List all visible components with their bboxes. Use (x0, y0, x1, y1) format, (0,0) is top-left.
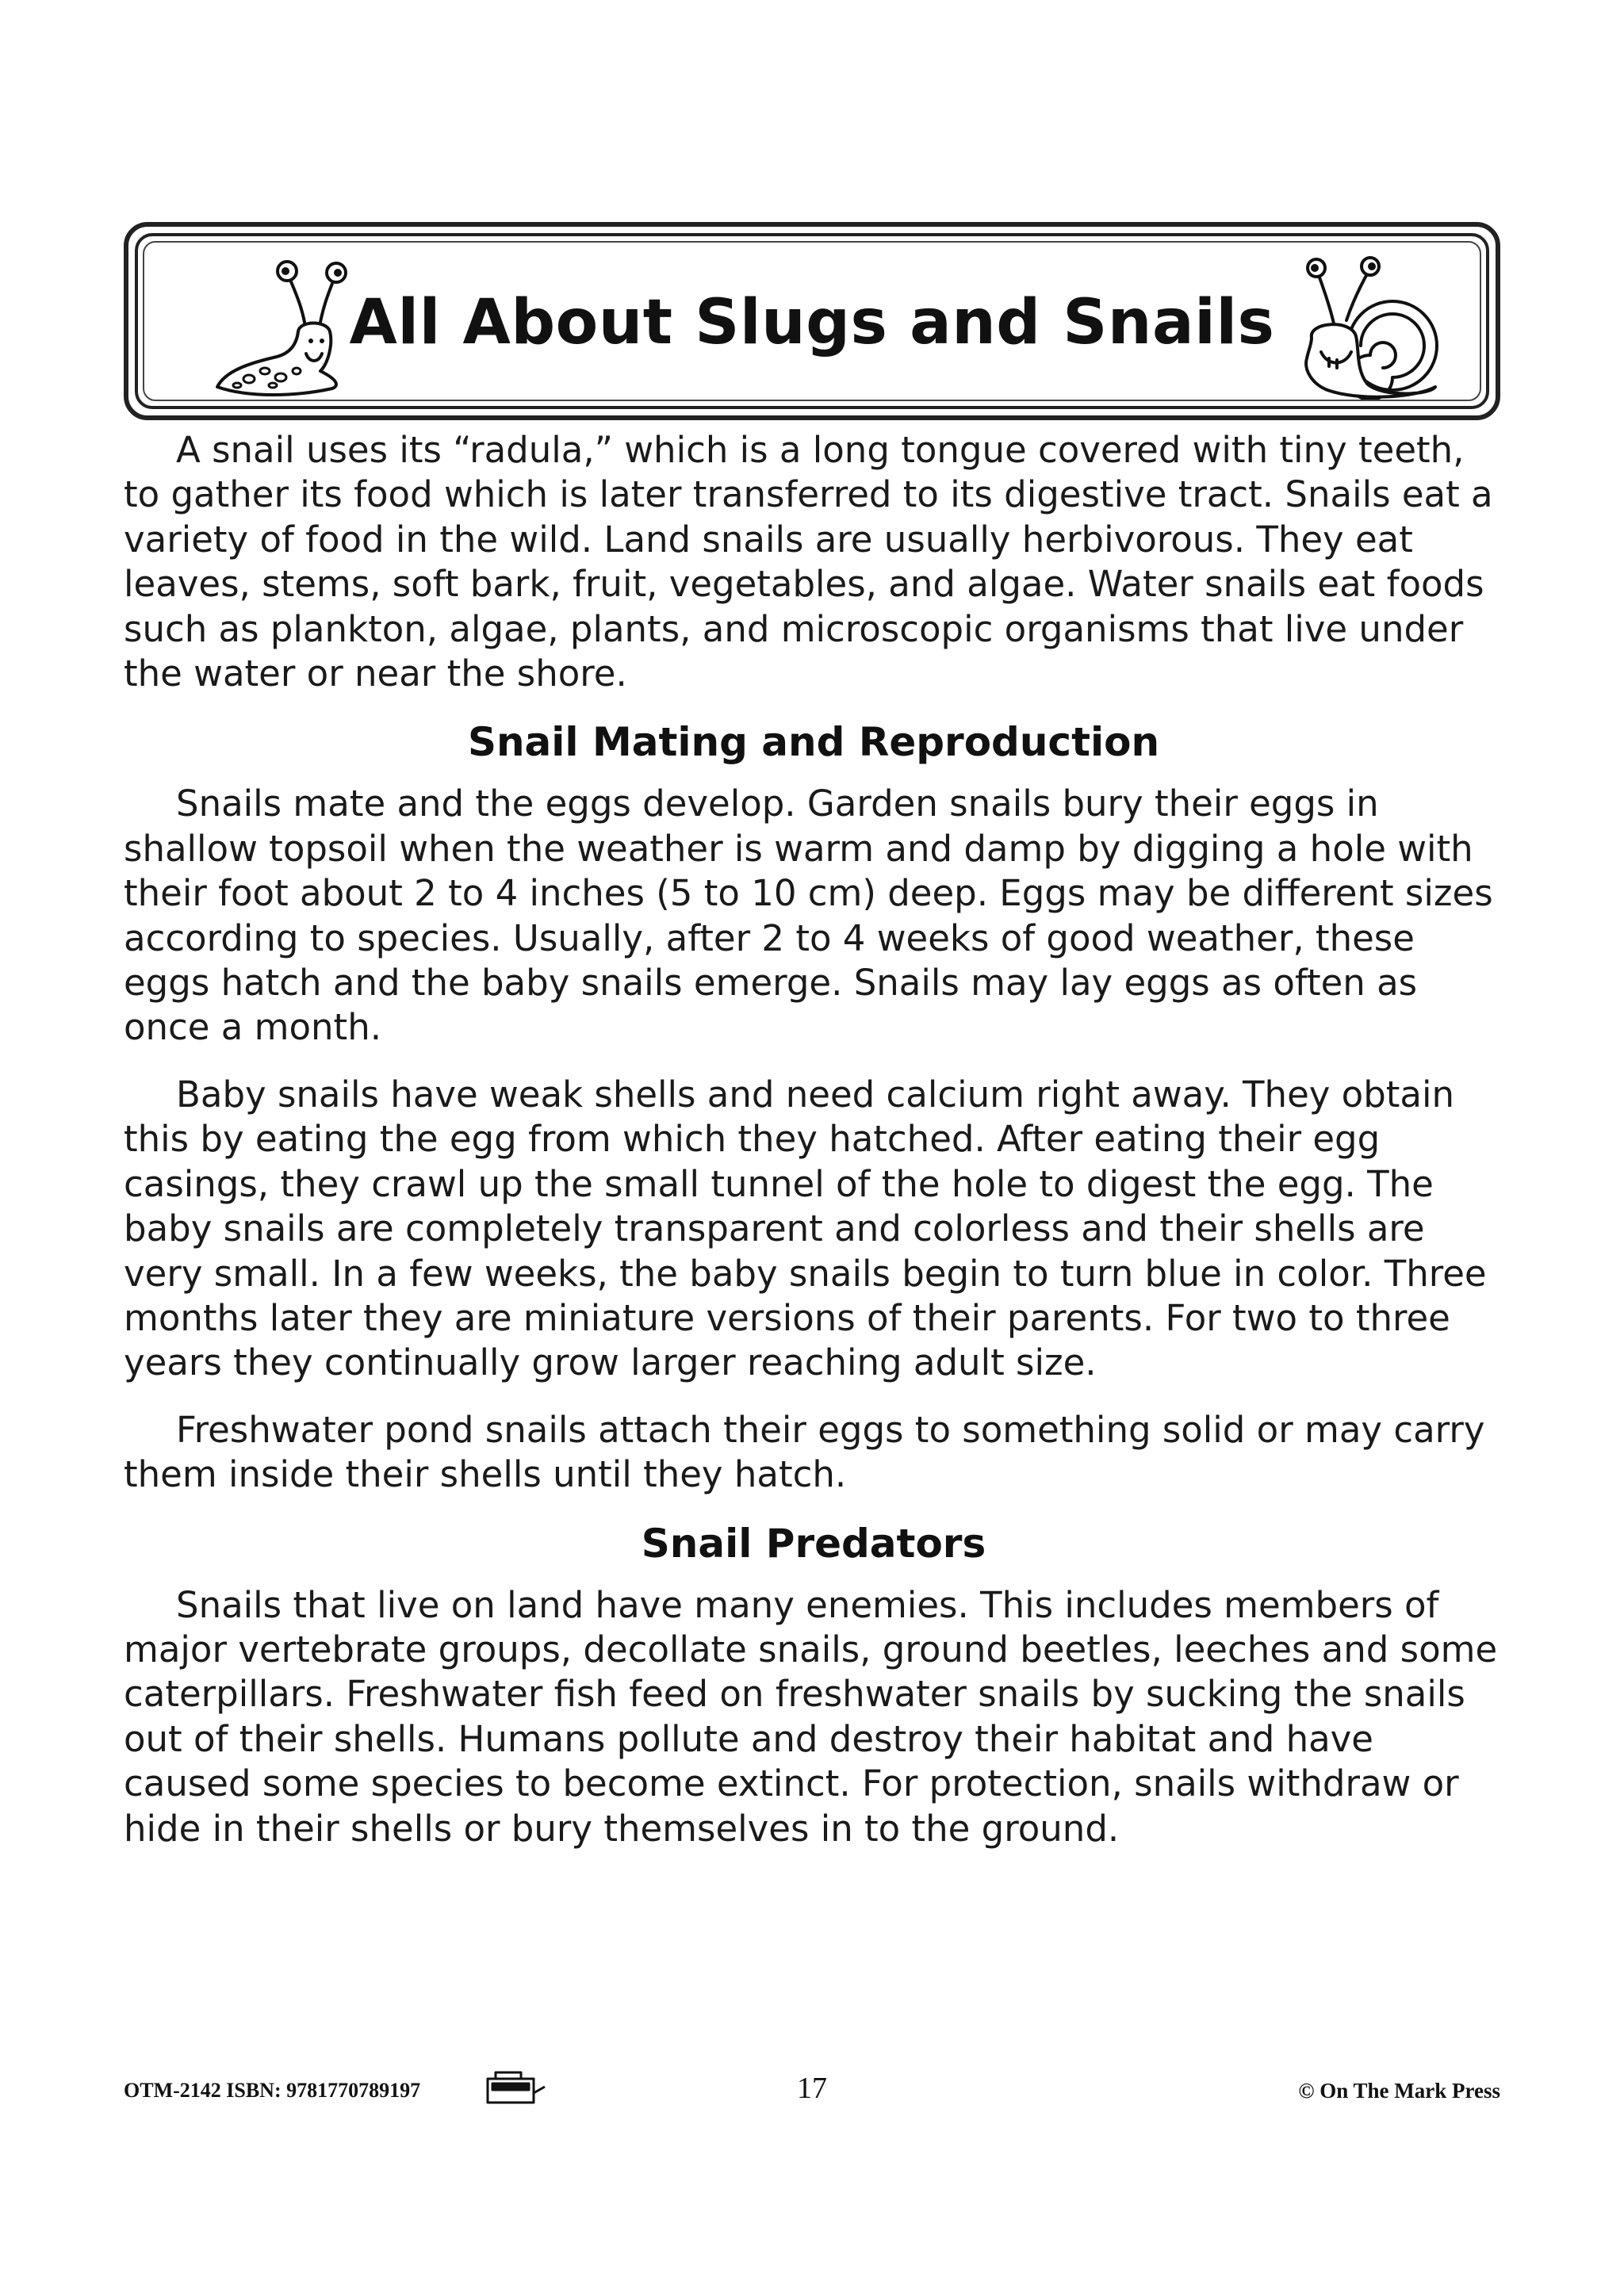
title-banner (124, 222, 1500, 420)
section-heading-predators: Snail Predators (641, 1520, 986, 1567)
section-heading-mating: Snail Mating and Reproduction (467, 719, 1160, 766)
publisher-copyright: © On The Mark Press (1298, 2079, 1500, 2103)
slug-icon (201, 252, 376, 411)
page-title: All About Slugs and Snails (349, 287, 1275, 358)
article-body (124, 428, 1503, 1873)
mating-paragraph-3: Freshwater pond snails attach their eggs to something solid or may carry them inside their shells until they hatch. (124, 1408, 1485, 1496)
page-number: 17 (797, 2072, 827, 2105)
page-footer (124, 2069, 1500, 2117)
mating-paragraph-1: Snails mate and the eggs develop. Garden snails bury their eggs in shallow topsoil when the weather is warm and damp by digging a hole with their foot about 2 to 4 inches (5 to 10 cm) deep. Eggs may be different sizes according to species. Usually, after 2 to 4 weeks of good weather, these eggs hatch and the baby snails emerge. Snails may lay eggs as often as once a month. (124, 783, 1493, 1049)
title-banner-inner (135, 233, 1489, 409)
product-code-isbn: OTM-2142 ISBN: 9781770789197 (124, 2079, 421, 2102)
mating-paragraph-2: Baby snails have weak shells and need calcium right away. They obtain this by eating the egg from which they hatched. After eating their egg casings, they crawl up the small tunnel of the hole to digest the egg. The baby snails are completely transparent and colorless and their shells are very small. In a few weeks, the baby snails begin to turn blue in color. Three months later they are miniature versions of their parents. For two to three years they continually grow larger reaching adult size. (124, 1073, 1487, 1384)
predators-paragraph-1: Snails that live on land have many enemies. This includes members of major vertebrate groups, decollate snails, ground beetles, leeches and some caterpillars. Freshwater fish feed on freshwater snails by sucking the snails out of their shells. Humans pollute and destroy their habitat and have caused some species to become extinct. For protection, snails withdraw or hide in their shells or bury themselves in to the ground. (124, 1583, 1498, 1850)
snail-icon (1280, 251, 1446, 409)
intro-paragraph: A snail uses its “radula,” which is a long tongue covered with tiny teeth, to gather its food which is later transferred to its digestive tract. Snails eat a variety of food in the wild. Land snails are usually herbivorous. They eat leaves, stems, soft bark, fruit, vegetables, and algae. Water snails eat foods such as plankton, algae, plants, and microscopic organisms that live under the water or near the shore. (124, 429, 1493, 695)
